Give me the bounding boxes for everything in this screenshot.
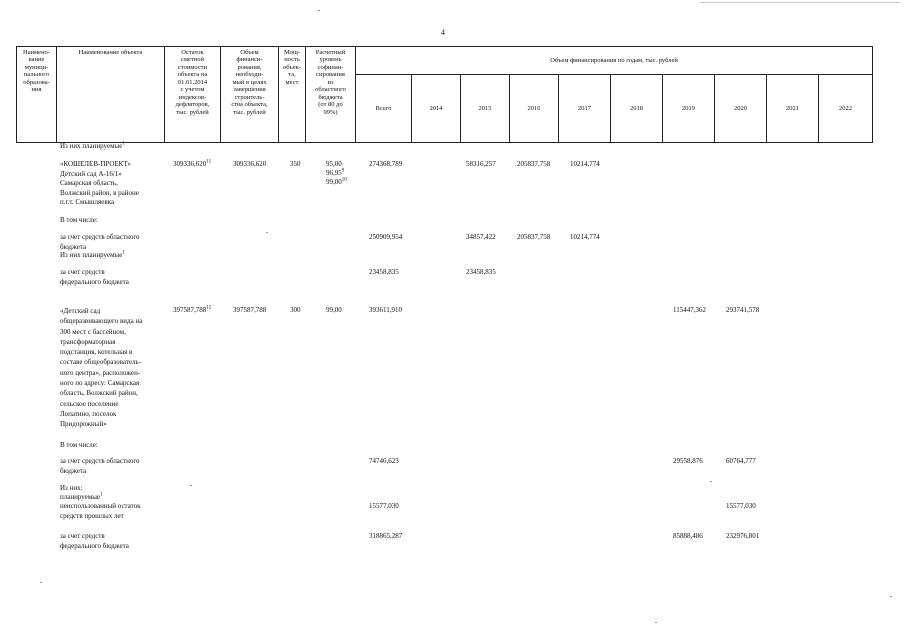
year-header: 2014 — [412, 75, 461, 143]
col-financing-volume: Объем финанси- рования, необходи- мый в целях завершения строитель- ства объекта, тыс. рублей — [221, 47, 279, 143]
value-2019: 29558,876 — [673, 457, 703, 465]
col-financing-by-year: Объем финансирования по годам, тыс. рублей — [356, 47, 873, 75]
value-2020: 232976,801 — [726, 532, 760, 540]
value-2017: 10214,774 — [570, 233, 600, 241]
value-2019: 85888,486 — [673, 532, 703, 540]
value-2020: 60764,777 — [726, 457, 756, 465]
federal-budget-label: за счет средств федерального бюджета — [60, 532, 129, 550]
year-header: 2018 — [611, 75, 663, 143]
col-estimate-balance: Остаток сметной стоимости объекта на 01.01.2014 с учетом индексов- дефляторов, тыс. рублей — [165, 47, 221, 143]
federal-budget-label: за счет средств федерального бюджета — [60, 268, 129, 286]
year-header: 2020 — [715, 75, 767, 143]
value-2020: 293741,578 — [726, 306, 760, 314]
regional-budget-label: за счет средств областного бюджета — [60, 233, 140, 251]
col-municipality: Наимено- вание муници- пального образова- ния — [17, 47, 57, 143]
total-value: 318865,287 — [369, 532, 403, 540]
financing-volume: 397587,788 — [233, 306, 267, 314]
unused-balance-label: неиспользованный остаток средств прошлых лет — [60, 502, 141, 520]
including-label: В том числе: — [60, 216, 98, 224]
year-header: Всего — [356, 75, 412, 143]
total-value: 15577,030 — [369, 502, 399, 510]
col-cofinancing-level: Расчетный уровень софинан- сирования из областного бюджета (от 80 до 99%) — [306, 47, 356, 143]
total-value: 74746,623 — [369, 457, 399, 465]
page-number: 4 — [441, 28, 445, 37]
year-header: 2015 — [461, 75, 510, 143]
capacity: 300 — [290, 306, 301, 314]
of-which-label: Из них: — [60, 484, 83, 492]
estimate-balance: 397587,788$^{12}$ — [173, 305, 212, 314]
cofinancing-level: 96,95$^9$ — [326, 168, 345, 177]
cofinancing-level: 95,00 — [326, 160, 342, 168]
value-2016: 205837,758 — [517, 233, 551, 241]
value-2015: 23458,835 — [466, 268, 496, 276]
including-label: В том числе: — [60, 441, 98, 449]
value-2020: 15577,030 — [726, 502, 756, 510]
value-2019: 115447,362 — [673, 306, 706, 314]
planned-label: Из них планируемые$^1$ — [60, 250, 125, 259]
value-2015: 34857,422 — [466, 233, 496, 241]
regional-budget-label: за счет средств областного бюджета — [60, 457, 140, 475]
object-name: «Детский сад общеразвивающего вида на 300 мест с бассейном, трансформаторная подстанция, котельная в составе общеобразователь- ного центра», расположен- ного по адресу: Самарская область, Волжский район, сельское поселение Лопатино, поселок Придорожный» — [60, 307, 143, 429]
year-header: 2017 — [559, 75, 611, 143]
value-2016: 205837,758 — [517, 160, 551, 168]
planned-label: Из них планируемые$^1$ — [60, 141, 125, 150]
cofinancing-level: 99,00 — [326, 306, 342, 314]
year-header: 2016 — [510, 75, 559, 143]
year-header: 2019 — [663, 75, 715, 143]
col-capacity: Мощ- ность объек- та, мест — [279, 47, 306, 143]
object-name: «КОШЕЛЕВ-ПРОЕКТ» Детский сад А-16/1» Самарская область, Волжский район, в районе п.г.т. Смышляевка — [60, 160, 139, 206]
estimate-balance: 309336,620$^{11}$ — [173, 159, 212, 168]
total-value: 274368,789 — [369, 160, 403, 168]
year-header: 2021 — [767, 75, 819, 143]
total-value: 23458,835 — [369, 268, 399, 276]
value-2015: 58316,257 — [466, 160, 496, 168]
year-header: 2022 — [819, 75, 873, 143]
financing-volume: 309336,620 — [233, 160, 267, 168]
value-2017: 10214,774 — [570, 160, 600, 168]
total-value: 250909,954 — [369, 233, 403, 241]
col-object-name: Наименование объекта — [57, 47, 165, 143]
planned-label: планируемые$^1$ — [60, 492, 103, 501]
capacity: 350 — [290, 160, 301, 168]
cofinancing-level: 99,00$^{10}$ — [326, 177, 347, 186]
total-value: 393611,910 — [369, 306, 402, 314]
header-table — [16, 46, 873, 143]
